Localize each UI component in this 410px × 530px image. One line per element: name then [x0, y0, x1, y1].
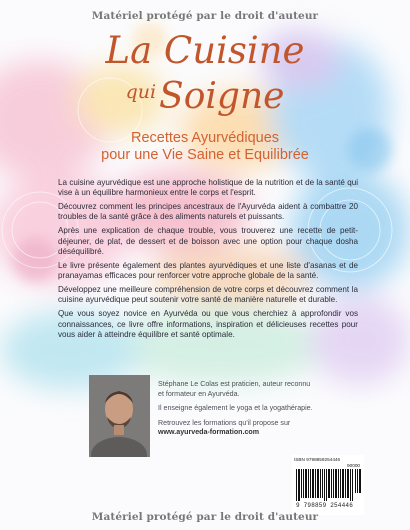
- description-paragraph: Découvrez comment les principes ancestraux de l'Ayurvéda aident à combattre 20 troubles de la santé grâce à des aliments naturels et puissants.: [58, 202, 358, 222]
- author-portrait-icon: [89, 375, 150, 457]
- price-code: 90000: [347, 463, 361, 468]
- description-paragraph: La cuisine ayurvédique est une approche holistique de la nutrition et de la santé qui vise à un équilibre harmonieux entre le corps et l'esprit.: [58, 178, 358, 198]
- subtitle-line1: Recettes Ayurvédiques: [130, 130, 280, 146]
- description-paragraph: Que vous soyez novice en Ayurvéda ou que vous cherchiez à approfondir vos connaissances, ce livre offre informations, inspiration et délicieuses recettes pour vous aider à atteindre équilibre et santé optimale.: [58, 309, 358, 339]
- copyright-banner-top: Matériel protégé par le droit d'auteur: [91, 10, 319, 22]
- description-paragraph: Développez une meilleure compréhension de votre corps et découvrez comment la cuisine ayurvédique peut soutenir votre santé de manière naturelle et durable.: [58, 285, 358, 305]
- copyright-banner-bottom: Matériel protégé par le droit d'auteur: [91, 511, 319, 523]
- description-paragraph: Le livre présente également des plantes ayurvédiques et une liste d'asanas et de pranayamas efficaces pour renforcer votre approche globale de la santé.: [58, 260, 358, 281]
- author-website: www.ayurveda-formation.com: [158, 428, 260, 437]
- book-title-main-word: Soigne: [159, 76, 285, 117]
- author-training: [158, 419, 316, 438]
- author-photo: [89, 375, 150, 457]
- author-training-text: Retrouvez les formations qu'il propose sur: [158, 418, 291, 427]
- book-title-small-word: qui: [125, 81, 157, 103]
- description-paragraph: Après une explication de chaque trouble, vous trouverez une recette de petit-déjeuner, de plat, de dessert et de boisson avec une option pour chaque dosha déséquilibré.: [58, 226, 358, 256]
- description-text: [58, 178, 358, 344]
- author-bio: Stéphane Le Colas est praticien, auteur reconnu et formateur en Ayurvéda.: [158, 380, 311, 398]
- subtitle-line2: pour une Vie Saine et Equilibrée: [101, 147, 309, 163]
- author-teaching: Il enseigne également le yoga et la yogathérapie.: [158, 404, 313, 413]
- isbn-label: ISBN 9798859254446: [294, 457, 341, 462]
- book-title-line1: La Cuisine: [105, 29, 305, 72]
- barcode-number: 9 798859 254446: [296, 502, 354, 509]
- book-subtitle: [0, 130, 410, 164]
- book-title-line2: [0, 72, 410, 117]
- author-info: [158, 380, 316, 443]
